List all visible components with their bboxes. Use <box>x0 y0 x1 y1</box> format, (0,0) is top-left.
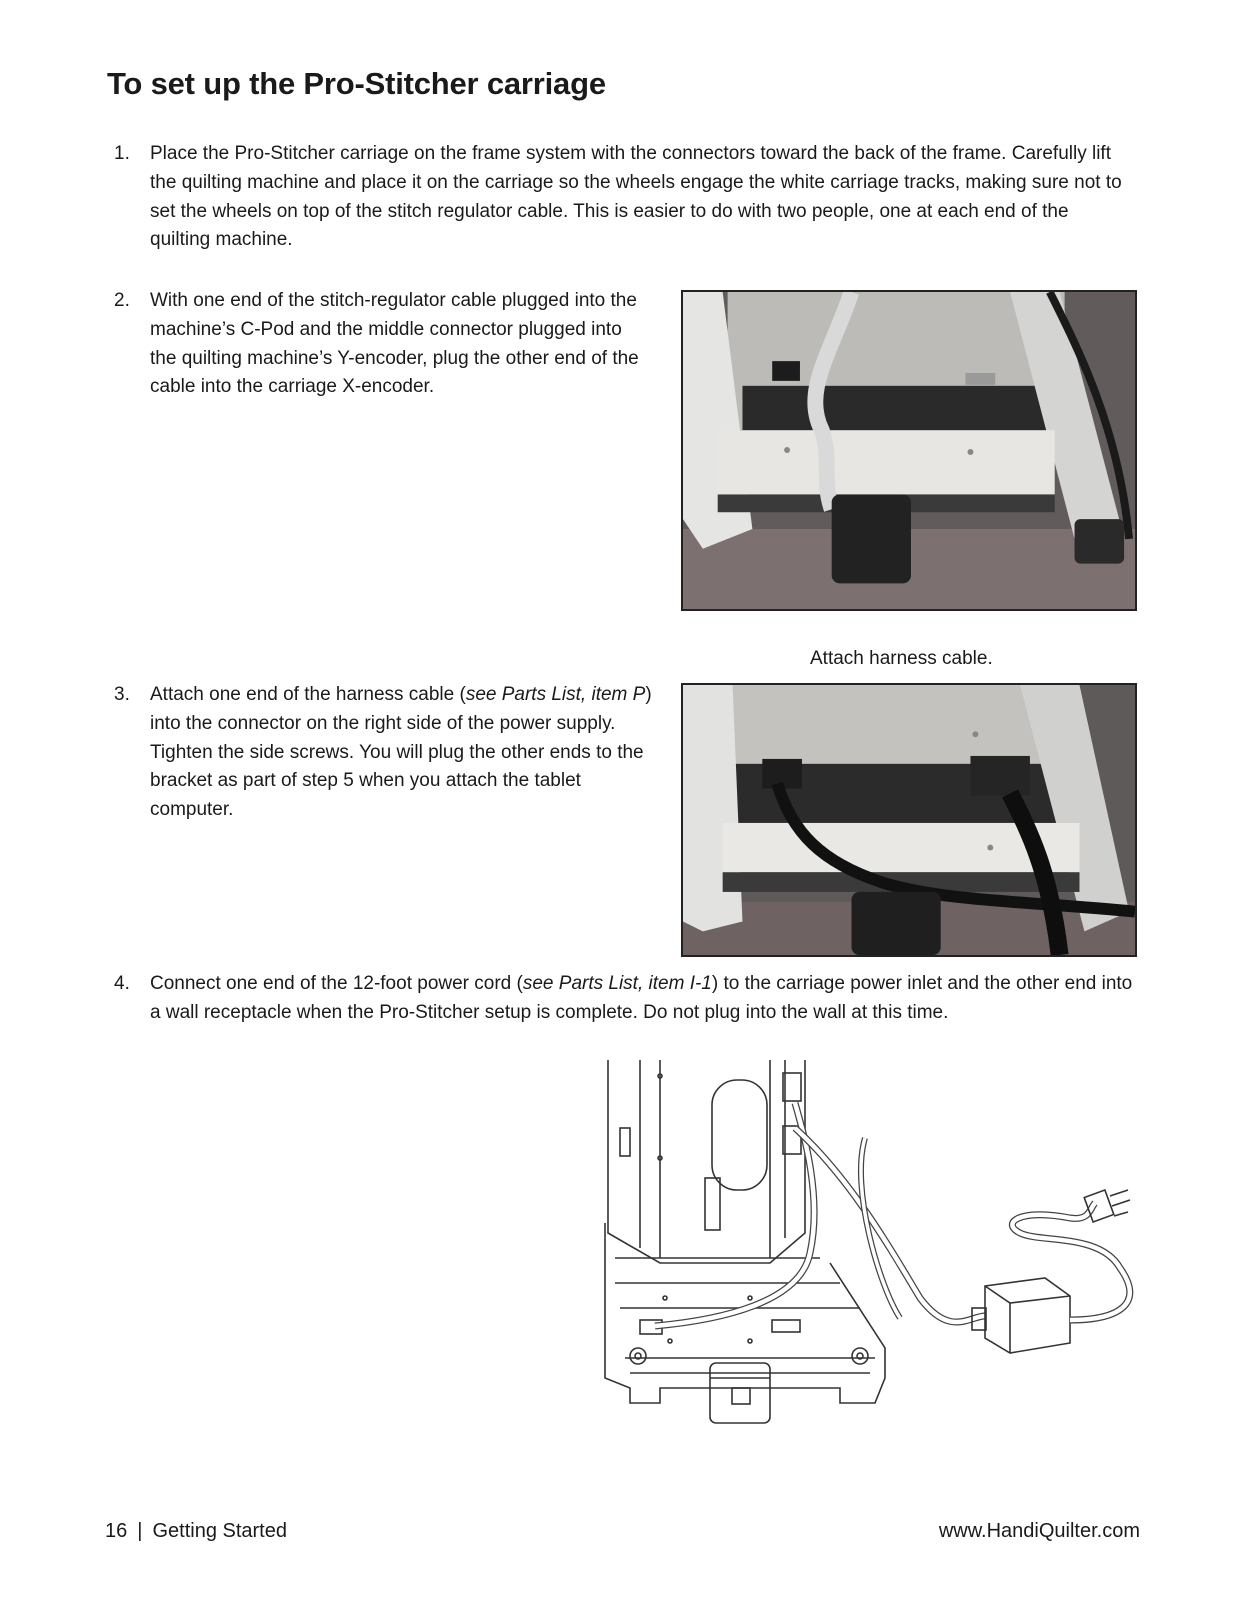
page-footer-left <box>105 1520 287 1543</box>
parts-list-reference: see Parts List, item P <box>465 684 646 705</box>
stitch-regulator-cable-photo <box>681 290 1137 611</box>
step-text: Place the Pro-Stitcher carriage on the frame system with the connectors toward the back of the frame. Carefully lift the quilting machine and place it on the carriage so the wheels engage the white carriage tracks, making sure not to set the wheels on top of the stitch regulator cable. This is easier to do with two people, one at each end of the quilting machine. <box>150 143 1122 251</box>
step-2 <box>114 287 654 437</box>
step-text-start: Attach one end of the harness cable ( <box>150 684 466 705</box>
step-4 <box>114 970 1134 1060</box>
footer-website: www.HandiQuilter.com <box>938 1520 1140 1542</box>
step-text-end: ) to the carriage power inlet and the other end into a wall receptacle when the Pro-Stitcher setup is complete. Do not plug into the wall at this time. <box>150 973 1133 1023</box>
step-3 <box>114 681 659 831</box>
step-1 <box>114 140 1134 260</box>
step-text <box>150 970 1134 1028</box>
page-number: 16 <box>105 1520 128 1542</box>
section-name: Getting Started <box>152 1520 287 1542</box>
step-text-start: Connect one end of the 12-foot power cord ( <box>150 973 523 994</box>
footer-separator: | <box>137 1520 143 1542</box>
step-number: 1. <box>114 143 130 164</box>
power-cord-diagram <box>600 1058 1145 1428</box>
harness-cable-photo <box>681 683 1137 957</box>
step-number: 3. <box>114 684 130 705</box>
step-text-end: ) into the connector on the right side of the power supply. Tighten the side screws. You will plug the other ends to the bracket as part of step 5 when you attach the tablet computer. <box>150 684 652 821</box>
page-title: To set up the Pro-Stitcher carriage <box>107 66 606 101</box>
step-text: With one end of the stitch-regulator cable plugged into the machine’s C-Pod and the middle connector plugged into the quilting machine’s Y-encoder, plug the other end of the cable into the carriage X-encoder. <box>150 290 639 398</box>
photo-caption: Attach harness cable. <box>810 648 993 669</box>
parts-list-reference: see Parts List, item I-1 <box>522 973 712 994</box>
step-number: 4. <box>114 973 130 994</box>
step-text <box>150 681 655 825</box>
step-number: 2. <box>114 290 130 311</box>
